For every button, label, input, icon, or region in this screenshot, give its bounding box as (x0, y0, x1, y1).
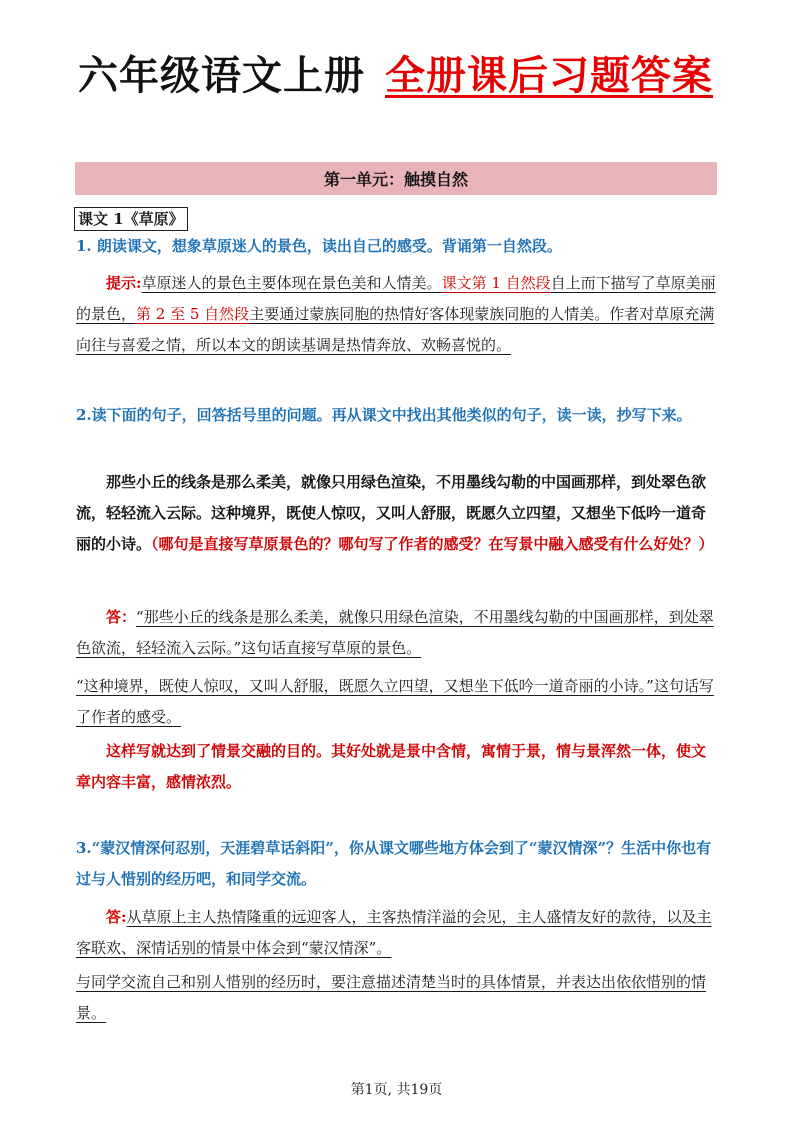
document-title: 六年级语文上册 (78, 53, 365, 99)
question-1: 1. 朗读课文，想象草原迷人的景色，读出自己的感受。背诵第一自然段。 (76, 237, 562, 255)
unit-title: 第一单元：触摸自然 (323, 170, 468, 189)
hint-text-b: 课文第 1 自然段 (441, 274, 551, 292)
hint-text-c: 自上而下描写了草原美丽的景色， (76, 274, 716, 323)
question-2-prompt: （哪句是直接写草原景色的？哪句写了作者的感受？在写景中融入感受有什么好处？） (151, 535, 714, 553)
page-number: 第1页, 共19页 (350, 1082, 443, 1098)
answer-2-part-3: 这样写就达到了情景交融的目的。其好处就是景中含情，寓情于景，情与景浑然一体，使文章内容丰富，感情浓烈。 (76, 742, 707, 791)
question-3: 3.“蒙汉情深何忍别，天涯碧草话斜阳”，你从课文哪些地方体会到了“蒙汉情深”？生活中你也有过与人惜别的经历吧，和同学交流。 (76, 839, 712, 888)
answer-2-text-2: “这种境界，既使人惊叹，又叫人舒服，既愿久立四望，又想坐下低吟一道奇丽的小诗。”这句话写了作者的感受。 (76, 677, 714, 726)
hint-text-a: 草原迷人的景色主要体现在景色美和人情美。 (141, 274, 442, 292)
answer-2-part-2 (76, 671, 716, 733)
document-header (78, 44, 713, 100)
answer-label: 答： (106, 608, 137, 626)
hint-text-e: 主要通过蒙族同胞的热情好客体现蒙族同胞的人情美。作者对草原充满向往与喜爱之情，所以本文的朗读基调是热情奔放、欢畅喜悦的。 (76, 305, 715, 354)
document-title-accent: 全册课后习题答案 (385, 53, 713, 99)
lesson-title: 课文 1《草原》 (78, 210, 184, 228)
answer-3-text-2: 与同学交流自己和别人惜别的经历时，要注意描述清楚当时的具体情景，并表达出依依惜别的情景。 (76, 973, 707, 1022)
question-2-passage (76, 467, 716, 560)
answer-3-part-2 (76, 967, 716, 1029)
passage-text: 那些小丘的线条是那么柔美，就像只用绿色渲染，不用墨线勾勒的中国画那样，到处翠色欲流，轻轻流入云际。这种境界，既使人惊叹，又叫人舒服，既愿久立四望，又想坐下低吟一道奇丽的小诗。 (76, 473, 707, 553)
answer-1 (76, 268, 716, 361)
hint-label: 提示: (106, 274, 142, 292)
unit-heading (75, 162, 717, 195)
answer-3-part-1 (76, 902, 716, 964)
answer-3-text-1: 从草原上主人热情隆重的远迎客人，主客热情洋溢的会见，主人盛情友好的款待，以及主客联欢、深情话别的情景中体会到“蒙汉情深”。 (76, 908, 712, 957)
answer-2-text-1: “那些小丘的线条是那么柔美，就像只用绿色渲染，不用墨线勾勒的中国画那样，到处翠色欲流，轻轻流入云际。”这句话直接写草原的景色。 (76, 608, 714, 657)
lesson-title-box (74, 207, 188, 231)
question-2: 2.读下面的句子，回答括号里的问题。再从课文中找出其他类似的句子，读一读，抄写下来。 (76, 406, 692, 424)
answer-label: 答: (106, 908, 127, 926)
hint-text-d: 第 2 至 5 自然段 (136, 305, 250, 323)
answer-2-part-1 (76, 602, 716, 664)
